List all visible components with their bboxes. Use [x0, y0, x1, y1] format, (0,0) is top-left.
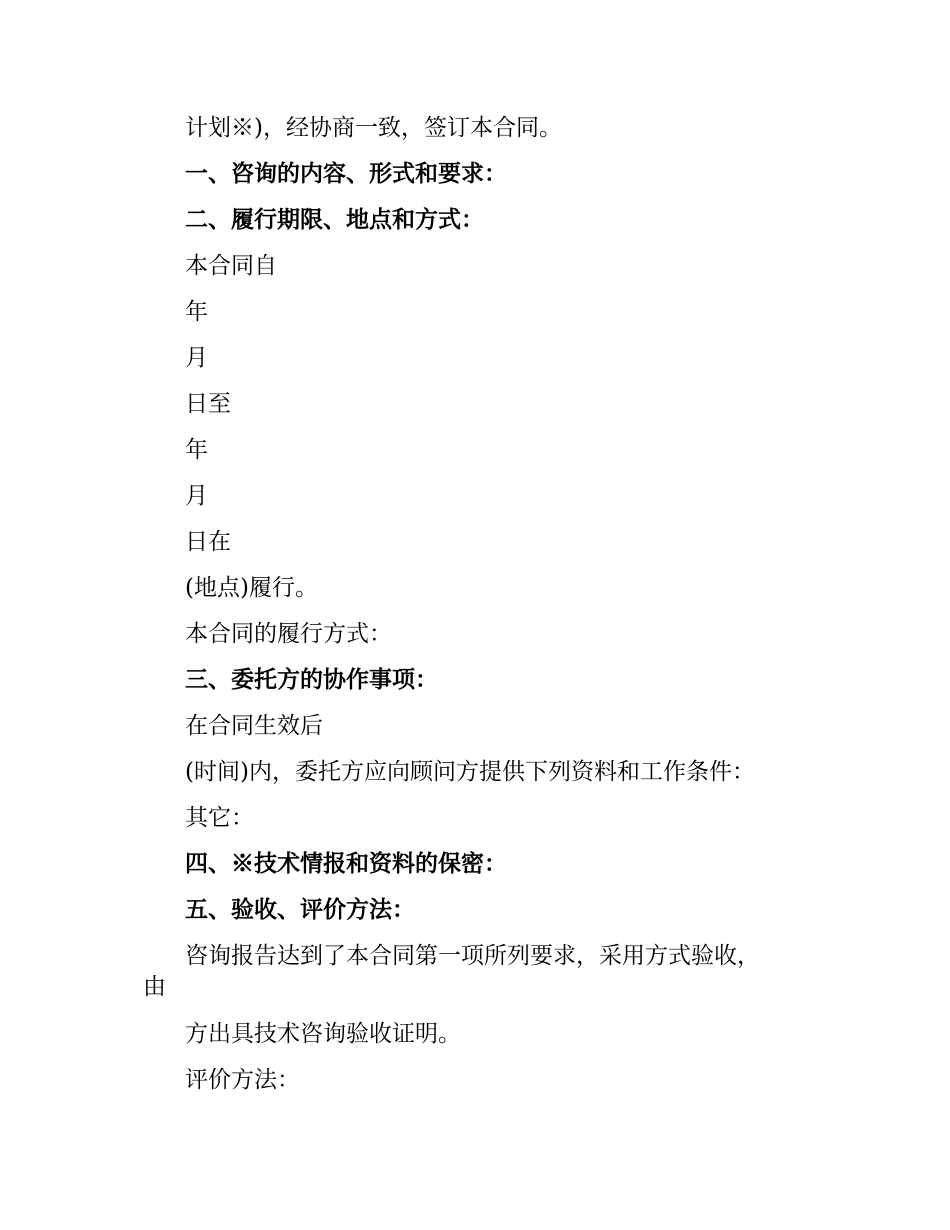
section-heading-1: 一、咨询的内容、形式和要求： — [185, 160, 507, 187]
section-heading-3: 三、委托方的协作事项： — [185, 666, 438, 693]
text-line: 日至 — [185, 391, 231, 417]
text-line: 年 — [185, 299, 208, 325]
text-line: 计划※)，经协商一致，签订本合同。 — [185, 115, 562, 141]
text-line: 评价方法： — [185, 1067, 300, 1093]
text-line: 月 — [185, 483, 208, 509]
text-line: 日在 — [185, 529, 231, 555]
text-line: 年 — [185, 437, 208, 463]
text-line: 本合同自 — [185, 253, 277, 279]
text-line: 咨询报告达到了本合同第一项所列要求，采用方式验收， — [185, 943, 760, 969]
section-heading-5: 五、验收、评价方法： — [185, 896, 415, 923]
text-line-wrap: 由 — [143, 974, 166, 1000]
section-heading-4: 四、※技术情报和资料的保密： — [185, 850, 507, 877]
text-line: 方出具技术咨询验收证明。 — [185, 1021, 461, 1047]
text-line: 其它： — [185, 805, 254, 831]
text-line: (时间)内，委托方应向顾问方提供下列资料和工作条件： — [185, 759, 755, 785]
text-line: 本合同的履行方式： — [185, 621, 392, 647]
text-line: (地点)履行。 — [185, 575, 318, 601]
text-line: 月 — [185, 345, 208, 371]
section-heading-2: 二、履行期限、地点和方式： — [185, 206, 484, 233]
text-line: 在合同生效后 — [185, 713, 323, 739]
